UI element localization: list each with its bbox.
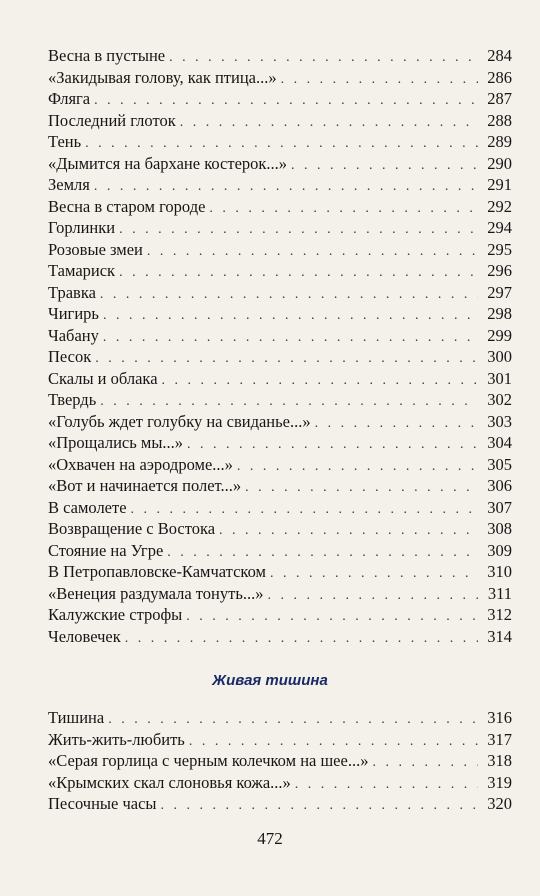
toc-entry-title: Тишина <box>48 708 105 727</box>
dot-leader <box>131 499 478 521</box>
toc-entry <box>48 88 512 110</box>
toc-entry-page: 307 <box>487 497 512 517</box>
dot-leader <box>94 176 478 198</box>
dot-leader <box>187 434 478 456</box>
dot-leader <box>189 731 478 753</box>
toc-entry-title: В самолете <box>48 497 127 517</box>
dot-leader <box>219 520 478 542</box>
toc-entry-page: 318 <box>487 751 512 770</box>
toc-entry-page: 298 <box>487 304 512 323</box>
toc-entry-title: Травка <box>48 282 96 302</box>
toc-entry <box>48 153 512 175</box>
dot-leader <box>119 219 478 241</box>
dot-leader <box>180 112 478 134</box>
dot-leader <box>237 456 478 478</box>
toc-entry-title: Горлинки <box>48 218 116 237</box>
toc-entry <box>48 411 512 433</box>
table-of-contents <box>48 45 512 647</box>
toc-entry-page: 309 <box>487 540 512 560</box>
toc-entry <box>48 368 512 390</box>
toc-entry <box>48 540 512 562</box>
dot-leader <box>268 585 479 607</box>
toc-entry-title: Скалы и облака <box>48 368 158 388</box>
toc-entry <box>48 303 512 325</box>
toc-entry-title: «Голубь ждет голубку на свиданье...» <box>48 411 311 431</box>
toc-entry-page: 311 <box>487 583 512 603</box>
toc-entry <box>48 729 512 751</box>
dot-leader <box>85 133 478 155</box>
toc-entry-title: «Вот и начинается полет...» <box>48 476 242 495</box>
toc-entry-title: В Петропавловске-Камчатском <box>48 562 266 581</box>
toc-entry <box>48 750 512 772</box>
toc-entry-page: 289 <box>487 132 512 151</box>
dot-leader <box>161 795 479 817</box>
toc-entry <box>48 346 512 368</box>
toc-entry-page: 295 <box>487 239 512 259</box>
toc-entry-page: 320 <box>487 794 512 813</box>
toc-entry-title: «Венеция раздумала тонуть...» <box>48 583 264 603</box>
toc-entry <box>48 282 512 304</box>
toc-entry-page: 312 <box>487 605 512 624</box>
toc-entry-title: Весна в пустыне <box>48 46 166 65</box>
toc-entry <box>48 772 512 794</box>
dot-leader <box>95 348 478 370</box>
toc-entry-title: «Крымских скал слоновья кожа...» <box>48 772 291 792</box>
toc-entry <box>48 174 512 196</box>
toc-entry-page: 308 <box>487 519 512 538</box>
toc-entry-title: Песочные часы <box>48 794 157 813</box>
toc-entry <box>48 626 512 648</box>
toc-entry-page: 316 <box>487 708 512 727</box>
toc-entry <box>48 454 512 476</box>
toc-entry-title: Калужские строфы <box>48 605 183 624</box>
toc-entry-page: 299 <box>487 325 512 345</box>
toc-entry-title: «Закидывая голову, как птица...» <box>48 67 277 87</box>
dot-leader <box>291 155 478 177</box>
toc-entry <box>48 67 512 89</box>
toc-entry <box>48 604 512 626</box>
dot-leader <box>100 391 478 413</box>
dot-leader <box>167 542 478 564</box>
dot-leader <box>295 774 478 796</box>
toc-entry-title: Розовые змеи <box>48 239 143 259</box>
toc-entry-title: «Прощались мы...» <box>48 433 184 452</box>
toc-entry-title: Возвращение с Востока <box>48 519 216 538</box>
toc-entry-title: Тень <box>48 132 82 151</box>
toc-entry <box>48 239 512 261</box>
toc-entry-page: 303 <box>487 411 512 431</box>
section-table-of-contents <box>48 707 512 815</box>
toc-entry <box>48 325 512 347</box>
toc-entry-page: 291 <box>487 175 512 194</box>
toc-entry <box>48 561 512 583</box>
toc-entry-title: Тамариск <box>48 261 116 280</box>
dot-leader <box>100 284 478 306</box>
toc-entry-page: 284 <box>487 46 512 65</box>
toc-entry <box>48 793 512 815</box>
toc-entry-title: Земля <box>48 175 90 194</box>
toc-entry-title: Жить-жить-любить <box>48 729 185 749</box>
toc-entry <box>48 389 512 411</box>
toc-entry-title: Твердь <box>48 390 97 409</box>
toc-entry <box>48 707 512 729</box>
toc-entry-page: 292 <box>487 196 512 216</box>
toc-entry <box>48 217 512 239</box>
dot-leader <box>372 752 478 774</box>
dot-leader <box>147 241 478 263</box>
toc-entry <box>48 475 512 497</box>
toc-entry <box>48 196 512 218</box>
dot-leader <box>94 90 478 112</box>
toc-entry-page: 290 <box>487 153 512 173</box>
toc-entry-page: 286 <box>487 67 512 87</box>
toc-entry <box>48 583 512 605</box>
toc-entry-page: 300 <box>487 347 512 366</box>
toc-entry-title: Песок <box>48 347 92 366</box>
toc-entry <box>48 45 512 67</box>
toc-entry-page: 314 <box>487 626 512 646</box>
toc-entry-title: Человечек <box>48 626 121 646</box>
toc-entry-page: 301 <box>487 368 512 388</box>
dot-leader <box>103 327 478 349</box>
toc-entry-title: Фляга <box>48 89 91 108</box>
toc-entry-title: Чигирь <box>48 304 99 323</box>
toc-entry-title: «Серая горлица с черным колечком на шее...» <box>48 751 369 770</box>
page-number: 472 <box>257 829 283 848</box>
dot-leader <box>281 69 478 91</box>
toc-entry-page: 297 <box>487 282 512 302</box>
section-title: Живая тишина <box>212 672 328 689</box>
toc-entry-page: 306 <box>487 476 512 495</box>
toc-entry-page: 288 <box>487 110 512 130</box>
dot-leader <box>315 413 478 435</box>
toc-entry-page: 294 <box>487 218 512 237</box>
toc-entry-page: 296 <box>487 261 512 280</box>
toc-entry-page: 310 <box>487 562 512 581</box>
dot-leader <box>125 628 478 650</box>
toc-entry <box>48 432 512 454</box>
toc-entry-page: 302 <box>487 390 512 409</box>
dot-leader <box>209 198 478 220</box>
dot-leader <box>270 563 478 585</box>
toc-entry <box>48 497 512 519</box>
toc-entry-title: Последний глоток <box>48 110 176 130</box>
toc-entry <box>48 518 512 540</box>
toc-entry-title: Весна в старом городе <box>48 196 206 216</box>
toc-entry-page: 305 <box>487 454 512 474</box>
dot-leader <box>162 370 478 392</box>
dot-leader <box>245 477 478 499</box>
toc-entry-title: «Охвачен на аэродроме...» <box>48 454 233 474</box>
toc-entry-page: 319 <box>487 772 512 792</box>
toc-entry <box>48 131 512 153</box>
toc-entry-page: 317 <box>487 729 512 749</box>
dot-leader <box>103 305 478 327</box>
toc-entry <box>48 260 512 282</box>
toc-entry-title: «Дымится на бархане костерок...» <box>48 153 288 173</box>
toc-entry-page: 304 <box>487 433 512 452</box>
dot-leader <box>108 709 478 731</box>
toc-entry-title: Стояние на Угре <box>48 540 164 560</box>
dot-leader <box>169 47 478 69</box>
toc-entry <box>48 110 512 132</box>
dot-leader <box>119 262 478 284</box>
toc-entry-title: Чабану <box>48 325 99 345</box>
dot-leader <box>186 606 478 628</box>
toc-entry-page: 287 <box>487 89 512 108</box>
